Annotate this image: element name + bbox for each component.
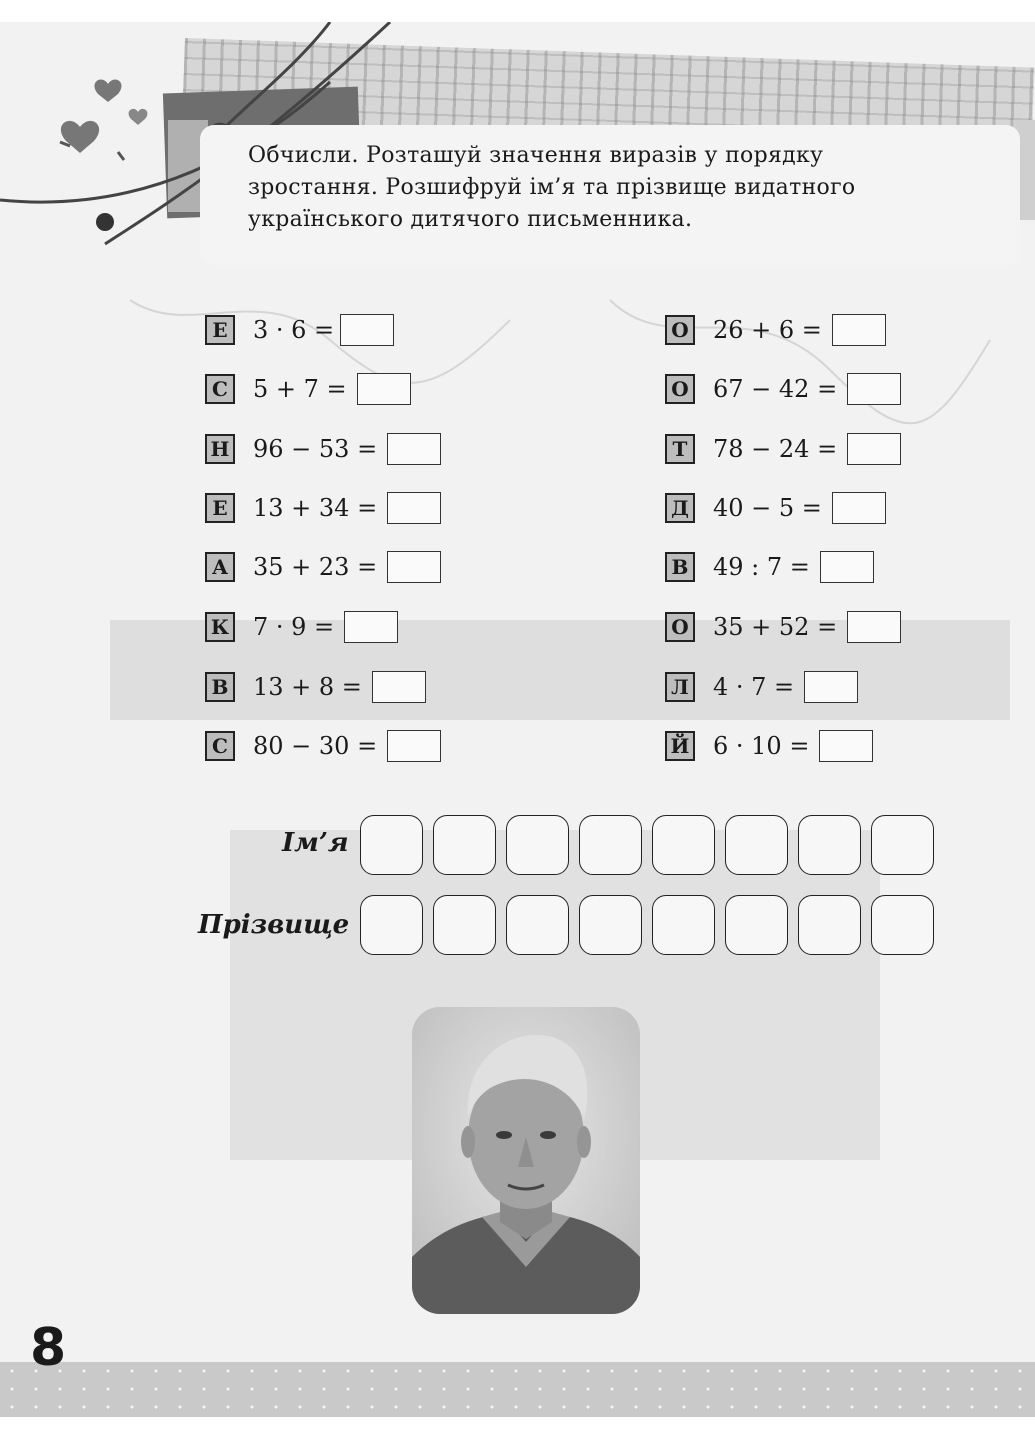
instruction-line: українського дитячого письменника. xyxy=(248,207,693,232)
answer-box[interactable] xyxy=(847,433,901,465)
name-cell[interactable] xyxy=(506,815,569,875)
task-instruction xyxy=(248,140,948,236)
cipher-letter: Е xyxy=(205,315,235,345)
surname-cell[interactable] xyxy=(871,895,934,955)
answer-box[interactable] xyxy=(357,373,411,405)
expression-row xyxy=(205,550,441,584)
cipher-letter: Й xyxy=(665,731,695,761)
surname-cell[interactable] xyxy=(360,895,423,955)
cipher-letter: Л xyxy=(665,672,695,702)
name-cell[interactable] xyxy=(360,815,423,875)
answer-box[interactable] xyxy=(344,611,398,643)
name-cell[interactable] xyxy=(579,815,642,875)
cipher-letter: В xyxy=(205,672,235,702)
footer-decorative-strip xyxy=(0,1362,1035,1417)
expression-row xyxy=(205,432,441,466)
cipher-letter: Н xyxy=(205,434,235,464)
cipher-letter: О xyxy=(665,315,695,345)
expression: 67 − 42 = xyxy=(713,375,838,403)
expression-row xyxy=(205,372,411,406)
expression-row xyxy=(665,432,901,466)
answer-box[interactable] xyxy=(340,314,394,346)
expression-row xyxy=(665,372,901,406)
name-cell[interactable] xyxy=(798,815,861,875)
expression-row xyxy=(665,550,874,584)
cipher-letter: Т xyxy=(665,434,695,464)
cipher-letter: С xyxy=(205,731,235,761)
surname-cell[interactable] xyxy=(433,895,496,955)
expression: 7 · 9 = xyxy=(253,613,335,641)
name-cell[interactable] xyxy=(871,815,934,875)
expression: 35 + 23 = xyxy=(253,553,378,581)
expression: 6 · 10 = xyxy=(713,732,810,760)
writer-portrait-photo xyxy=(412,1007,640,1314)
answer-box[interactable] xyxy=(832,492,886,524)
expression: 13 + 34 = xyxy=(253,494,378,522)
name-label: Ім’я xyxy=(282,828,349,858)
answer-box[interactable] xyxy=(387,433,441,465)
expression-row xyxy=(665,670,858,704)
answer-box[interactable] xyxy=(847,611,901,643)
expression: 3 · 6 = xyxy=(253,316,335,344)
expression: 26 + 6 = xyxy=(713,316,822,344)
expression-row xyxy=(205,313,394,347)
expression-row xyxy=(665,610,901,644)
cipher-letter: К xyxy=(205,612,235,642)
cipher-letter: В xyxy=(665,552,695,582)
answer-box[interactable] xyxy=(804,671,858,703)
surname-cell[interactable] xyxy=(652,895,715,955)
expression: 4 · 7 = xyxy=(713,673,795,701)
answer-box[interactable] xyxy=(387,492,441,524)
expression-row xyxy=(205,670,426,704)
answer-box[interactable] xyxy=(387,551,441,583)
expression-row xyxy=(205,610,398,644)
cipher-letter: Е xyxy=(205,493,235,523)
answer-box[interactable] xyxy=(372,671,426,703)
expression: 78 − 24 = xyxy=(713,435,838,463)
cipher-letter: О xyxy=(665,612,695,642)
surname-cell[interactable] xyxy=(579,895,642,955)
expression: 35 + 52 = xyxy=(713,613,838,641)
expression: 40 − 5 = xyxy=(713,494,822,522)
expression: 13 + 8 = xyxy=(253,673,362,701)
name-cell[interactable] xyxy=(433,815,496,875)
expression: 96 − 53 = xyxy=(253,435,378,463)
instruction-line: зростання. Розшифруй ім’я та прізвище видатного xyxy=(248,175,856,200)
name-cell[interactable] xyxy=(652,815,715,875)
expression-row xyxy=(665,491,886,525)
cipher-letter: С xyxy=(205,374,235,404)
expression: 80 − 30 = xyxy=(253,732,378,760)
surname-label: Прізвище xyxy=(198,910,350,940)
page-number: 8 xyxy=(30,1318,67,1378)
expression-row xyxy=(665,729,873,763)
answer-box[interactable] xyxy=(819,730,873,762)
expression-row xyxy=(205,729,441,763)
expression: 5 + 7 = xyxy=(253,375,347,403)
answer-box[interactable] xyxy=(832,314,886,346)
instruction-line: Обчисли. Розташуй значення виразів у порядку xyxy=(248,143,824,168)
expression: 49 : 7 = xyxy=(713,553,810,581)
answer-box[interactable] xyxy=(847,373,901,405)
surname-cell[interactable] xyxy=(506,895,569,955)
surname-cells xyxy=(360,895,934,955)
surname-cell[interactable] xyxy=(798,895,861,955)
expression-row xyxy=(665,313,886,347)
cipher-letter: Д xyxy=(665,493,695,523)
expression-row xyxy=(205,491,441,525)
answer-box[interactable] xyxy=(820,551,874,583)
cipher-letter: О xyxy=(665,374,695,404)
surname-cell[interactable] xyxy=(725,895,788,955)
cipher-letter: А xyxy=(205,552,235,582)
name-cells xyxy=(360,815,934,875)
name-cell[interactable] xyxy=(725,815,788,875)
answer-box[interactable] xyxy=(387,730,441,762)
